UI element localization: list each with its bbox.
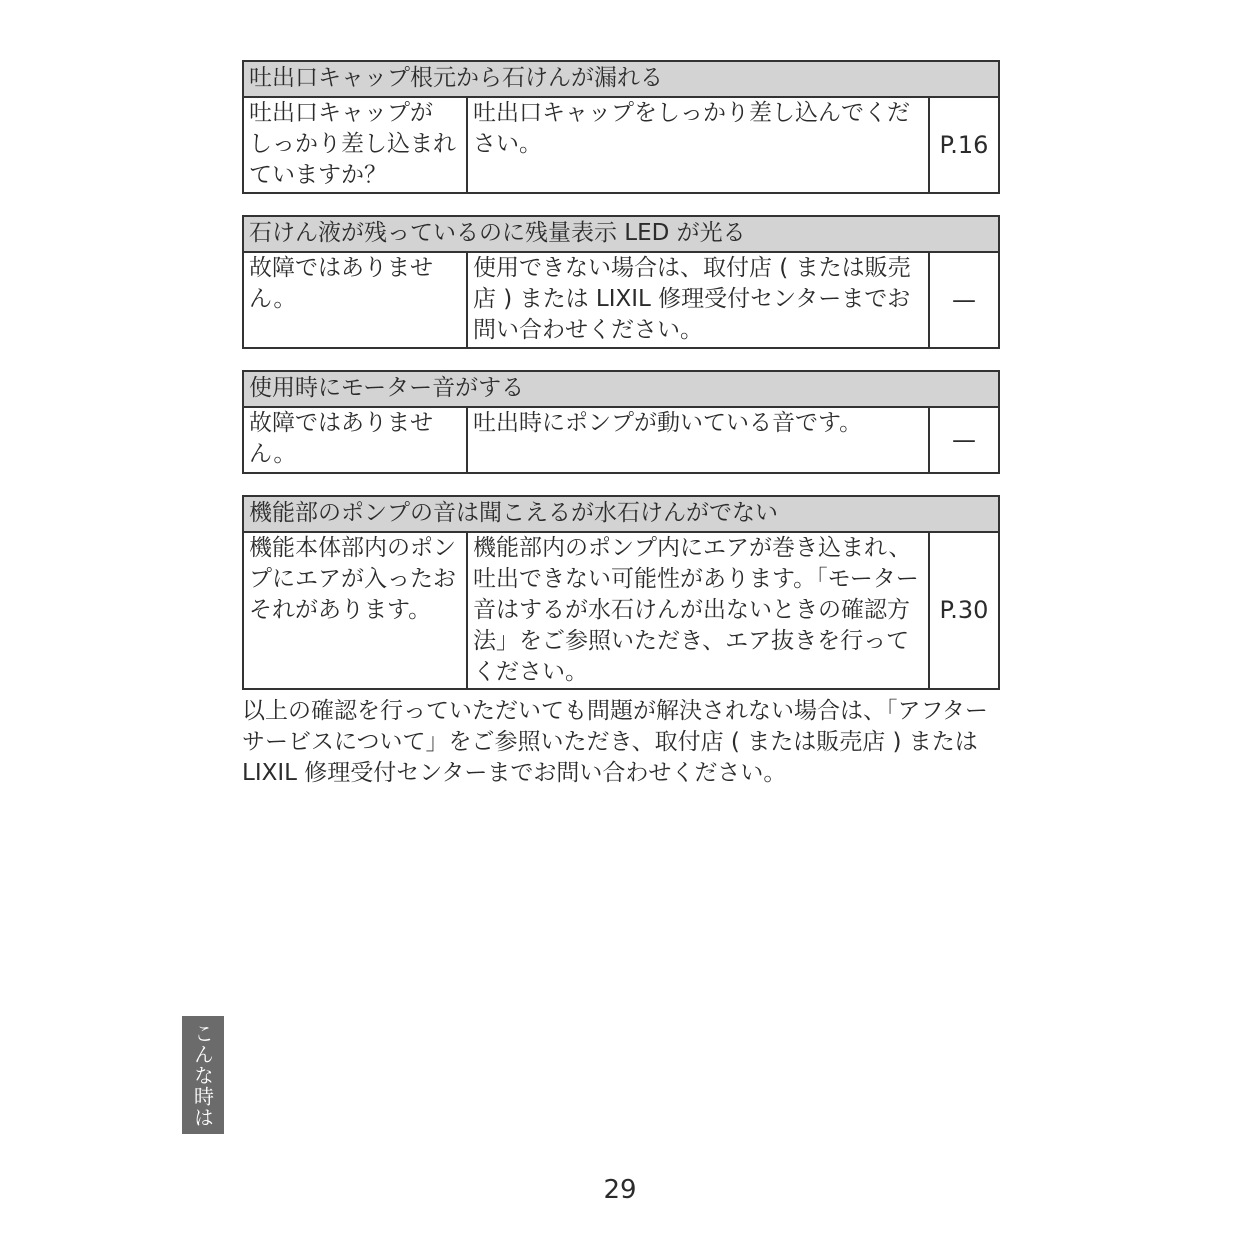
section-side-tab xyxy=(182,1016,224,1134)
cause-cell: 機能本体部内のポン プにエアが入ったお それがあります。 xyxy=(243,532,467,689)
page-reference: — xyxy=(929,252,999,348)
remedy-cell: 機能部内のポンプ内にエアが巻き込まれ、 吐出できない可能性があります。「モーター 音はするが水石けんが出ないときの確認方 法」をご参照いただき、エア抜きを行って ください。 xyxy=(467,532,929,689)
page-number: 29 xyxy=(603,1175,637,1205)
symptom-heading: 機能部のポンプの音は聞こえるが水石けんがでない xyxy=(243,496,999,532)
page-reference: — xyxy=(929,407,999,473)
cause-cell: 故障ではありませ ん。 xyxy=(243,252,467,348)
trouble-table-led-indicator xyxy=(242,215,1000,349)
trouble-table-no-soap xyxy=(242,495,1000,690)
cause-cell: 故障ではありませ ん。 xyxy=(243,407,467,473)
symptom-heading: 石けん液が残っているのに残量表示 LED が光る xyxy=(243,216,999,252)
cause-cell: 吐出口キャップが しっかり差し込まれ ていますか？ xyxy=(243,97,467,193)
page-reference: P.30 xyxy=(929,532,999,689)
remedy-cell: 使用できない場合は、取付店 ( または販売 店 ) または LIXIL 修理受付センターまでお 問い合わせください。 xyxy=(467,252,929,348)
symptom-heading: 吐出口キャップ根元から石けんが漏れる xyxy=(243,61,999,97)
remedy-cell: 吐出時にポンプが動いている音です。 xyxy=(467,407,929,473)
trouble-table-motor-sound xyxy=(242,370,1000,474)
trouble-table-cap-leak xyxy=(242,60,1000,194)
page-reference: P.16 xyxy=(929,97,999,193)
remedy-cell: 吐出口キャップをしっかり差し込んでくだ さい。 xyxy=(467,97,929,193)
symptom-heading: 使用時にモーター音がする xyxy=(243,371,999,407)
footer-note: 以上の確認を行っていただいても問題が解決されない場合は、「アフター サービスについて」をご参照いただき、取付店 ( または販売店 ) または LIXIL 修理受付センターまでお問い合わせください。 xyxy=(242,698,988,786)
side-tab-label: こんな時は xyxy=(190,1022,215,1128)
